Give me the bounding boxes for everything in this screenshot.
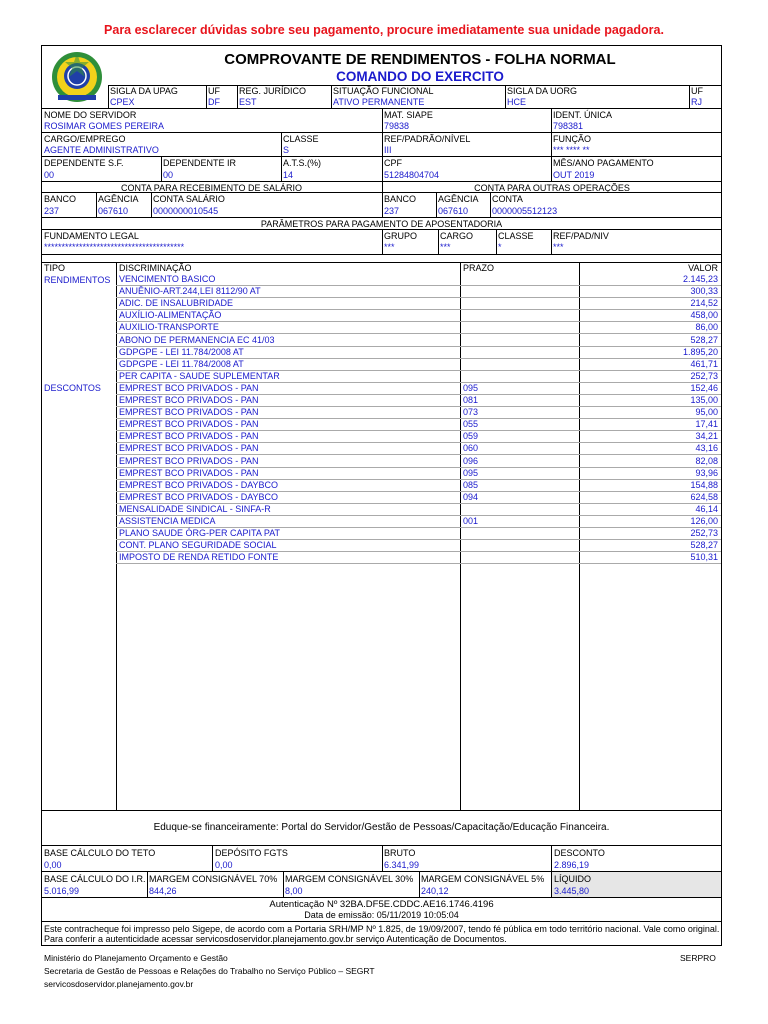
cargo-value: AGENTE ADMINISTRATIVO [44, 145, 159, 155]
row-valor: 528,27 [690, 540, 718, 551]
table-row [116, 504, 721, 515]
nome-value: ROSIMAR GOMES PEREIRA [44, 121, 165, 131]
totals-rule [41, 897, 722, 898]
situacao-value: ATIVO PERMANENTE [333, 97, 425, 107]
table-row [116, 492, 721, 503]
row-prazo: 059 [463, 431, 479, 442]
row-valor: 46,14 [695, 503, 718, 514]
cell-rule [496, 229, 497, 254]
fundamento-label: FUNDAMENTO LEGAL [44, 231, 139, 241]
refpad-value: *** [553, 242, 564, 252]
row-description: ASSISTENCIA MEDICA [119, 516, 216, 526]
table-row [116, 298, 721, 309]
cell-rule [151, 192, 152, 217]
header-rule [41, 217, 722, 218]
table-row [116, 456, 721, 467]
row-prazo: 095 [463, 382, 479, 393]
row-prazo: 055 [463, 419, 479, 430]
row-description: EMPREST BCO PRIVADOS - DAYBCO [119, 491, 279, 502]
sigla-uorg-value: HCE [507, 97, 527, 107]
footer-serpro: SERPRO [680, 953, 716, 963]
emission-date: Data de emissão: 05/11/2019 10:05:04 [304, 910, 459, 920]
conta-salario-value: 0000000010545 [153, 206, 219, 216]
cell-rule [237, 85, 238, 108]
cpf-label: CPF [384, 158, 402, 168]
base-teto-label: BASE CÁLCULO DO TETO [44, 848, 156, 858]
row-valor: 461,71 [690, 358, 718, 369]
desconto-value: 2.896,19 [554, 860, 590, 870]
row-valor: 252,73 [690, 528, 718, 539]
cell-rule [438, 229, 439, 254]
table-row [116, 359, 721, 370]
row-description: EMPREST BCO PRIVADOS - PAN [119, 431, 259, 442]
row-valor: 510,31 [690, 552, 718, 563]
row-description: PLANO SAUDE ÓRG-PER CAPITA PAT [119, 528, 281, 539]
row-valor: 528,27 [690, 334, 718, 345]
conta-outras-heading: CONTA PARA OUTRAS OPERAÇÕES [474, 183, 630, 193]
margem70-label: MARGEM CONSIGNÁVEL 70% [149, 874, 278, 884]
row-valor: 2.145,23 [682, 274, 718, 284]
ident-unica-label: IDENT. ÚNICA [553, 110, 613, 120]
grupo-label: GRUPO [384, 231, 418, 241]
table-row [116, 347, 721, 358]
fgts-label: DEPÓSITO FGTS [215, 848, 288, 858]
cell-rule [331, 85, 332, 108]
row-description: VENCIMENTO BASICO [119, 274, 216, 284]
situacao-label: SITUAÇÃO FUNCIONAL [333, 86, 434, 96]
liquido-label: LÍQUIDO [554, 874, 592, 884]
margem5-value: 240,12 [421, 886, 449, 896]
row-description: AUXÍLIO-ALIMENTAÇÃO [119, 310, 222, 321]
row-prazo: 085 [463, 479, 479, 490]
row-prazo: 001 [463, 516, 479, 526]
ref-value: III [384, 145, 392, 155]
row-valor: 154,88 [690, 479, 718, 490]
row-prazo: 094 [463, 491, 479, 502]
auth-code: Autenticação Nº 32BA.DF5E.CDDC.AE16.1746.4196 [269, 899, 494, 910]
sigla-uorg-label: SIGLA DA UORG [507, 86, 578, 96]
classe-value: S [283, 145, 290, 155]
row-description: EMPREST BCO PRIVADOS - PAN [119, 467, 259, 478]
table-row [116, 552, 721, 563]
bruto-label: BRUTO [384, 848, 416, 858]
conta2-label: CONTA [492, 194, 523, 204]
row-valor: 135,00 [690, 395, 718, 405]
desconto-label: DESCONTO [554, 848, 605, 858]
margem30-label: MARGEM CONSIGNÁVEL 30% [285, 874, 414, 884]
row-valor: 214,52 [690, 298, 718, 309]
table-row [116, 443, 721, 454]
mes-ano-value: OUT 2019 [553, 170, 595, 180]
row-valor: 86,00 [695, 322, 718, 333]
row-description: ADIC. DE INSALUBRIDADE [119, 298, 234, 309]
table-row [116, 419, 721, 430]
cell-rule [551, 108, 552, 132]
cell-rule [551, 132, 552, 156]
agencia-value: 067610 [98, 206, 129, 216]
row-description: MENSALIDADE SINDICAL - SINFA-R [119, 503, 271, 514]
uf2-label: UF [691, 86, 703, 96]
conta-salario-label: CONTA SALÁRIO [153, 194, 225, 204]
row-description: EMPREST BCO PRIVADOS - PAN [119, 382, 259, 393]
totals-col-rule [283, 871, 284, 897]
row-valor: 300,33 [690, 286, 718, 297]
authenticity-note: Este contracheque foi impresso pelo Sigepe, de acordo com a Portaria SRH/MP Nº 1.825, de 19/09/2007, tendo fé pública em todo território nacional. Vale como original. Para conferir a autenticidade acessar servicosdoservidor.planejamento.gov.br serviço Autenticação de Documentos. [44, 924, 720, 944]
mat-siape-label: MAT. SIAPE [384, 110, 433, 120]
row-description: EMPREST BCO PRIVADOS - PAN [119, 455, 259, 466]
table-row [116, 335, 721, 346]
bruto-value: 6.341,99 [384, 860, 420, 870]
row-description: EMPREST BCO PRIVADOS - PAN [119, 395, 259, 405]
ref-label: REF/PADRÃO/NÍVEL [384, 134, 471, 144]
base-ir-label: BASE CÁLCULO DO I.R. [44, 874, 146, 884]
reg-juridico-label: REG. JURÍDICO [239, 86, 307, 96]
uf-value: DF [208, 97, 220, 107]
cell-rule [96, 192, 97, 217]
row-valor: 43,16 [695, 443, 718, 454]
row-description: GDPGPE - LEI 11.784/2008 AT [119, 358, 244, 369]
row-description: ANUÊNIO-ART.244,LEI 8112/90 AT [119, 286, 261, 297]
classe2-value: * [498, 242, 502, 252]
col-valor: VALOR [688, 263, 718, 273]
table-row [116, 431, 721, 442]
grupo-value: *** [384, 242, 395, 252]
sigla-upag-value: CPEX [110, 97, 135, 107]
liquido-value: 3.445,80 [554, 886, 590, 896]
cell-rule [382, 108, 383, 132]
fgts-value: 0,00 [215, 860, 233, 870]
uf2-value: RJ [691, 97, 702, 107]
row-valor: 1.895,20 [682, 346, 718, 357]
row-prazo: 073 [463, 407, 479, 418]
cell-rule [161, 156, 162, 181]
base-ir-value: 5.016,99 [44, 886, 80, 896]
row-valor: 458,00 [690, 310, 718, 321]
row-valor: 126,00 [690, 516, 718, 526]
mat-siape-value: 79838 [384, 121, 410, 131]
totals-col-rule [382, 845, 383, 871]
table-row [116, 286, 721, 297]
classe-label: CLASSE [283, 134, 319, 144]
agencia2-label: AGÊNCIA [438, 194, 479, 204]
banco2-value: 237 [384, 206, 400, 216]
cargo2-value: *** [440, 242, 451, 252]
funcao-value: *** **** ** [553, 145, 590, 155]
row-description: EMPREST BCO PRIVADOS - DAYBCO [119, 479, 279, 490]
row-description: AUXILIO-TRANSPORTE [119, 322, 219, 333]
table-row [116, 468, 721, 479]
parametros-heading: PARÂMETROS PARA PAGAMENTO DE APOSENTADORIA [260, 219, 503, 229]
refpad-label: REF/PAD/NIV [553, 231, 609, 241]
row-description: GDPGPE - LEI 11.784/2008 AT [119, 346, 244, 357]
margem30-value: 8,00 [285, 886, 303, 896]
cell-rule [505, 85, 506, 108]
footer-ministry: Ministério do Planejamento Orçamento e Gestão [44, 953, 228, 963]
table-row [116, 383, 721, 394]
group-rendimentos: RENDIMENTOS [44, 275, 111, 285]
table-row [116, 371, 721, 382]
table-row [116, 310, 721, 321]
row-description: ABONO DE PERMANENCIA EC 41/03 [119, 334, 275, 345]
ats-value: 14 [283, 170, 294, 180]
banco-value: 237 [44, 206, 60, 216]
table-row [116, 516, 721, 527]
footer-secretaria: Secretaria de Gestão de Pessoas e Relações do Trabalho no Serviço Público – SEGRT [44, 966, 375, 976]
group-descontos: DESCONTOS [44, 383, 101, 393]
table-row [116, 407, 721, 418]
cell-rule [382, 132, 383, 156]
row-description: EMPREST BCO PRIVADOS - PAN [119, 419, 259, 430]
document-subtitle: COMANDO DO EXERCITO [336, 69, 504, 84]
agencia2-value: 067610 [438, 206, 469, 216]
cell-rule [382, 156, 383, 181]
mes-ano-label: MÊS/ANO PAGAMENTO [553, 158, 654, 168]
cargo2-label: CARGO [440, 231, 474, 241]
cargo-label: CARGO/EMPREGO [44, 134, 126, 144]
agencia-label: AGÊNCIA [98, 194, 139, 204]
totals-col-rule [147, 871, 148, 897]
note-rule [41, 921, 722, 922]
education-note: Eduque-se financeiramente: Portal do Servidor/Gestão de Pessoas/Capacitação/Educação Financeira. [153, 822, 610, 833]
totals-col-rule [212, 845, 213, 871]
row-valor: 95,00 [695, 407, 718, 418]
margem5-label: MARGEM CONSIGNÁVEL 5% [421, 874, 545, 884]
dep-sf-value: 00 [44, 170, 55, 180]
row-prazo: 081 [463, 395, 479, 405]
row-prazo: 096 [463, 455, 479, 466]
table-row [116, 528, 721, 539]
document-title: COMPROVANTE DE RENDIMENTOS - FOLHA NORMAL [224, 51, 616, 68]
cell-rule [281, 156, 282, 181]
row-description: EMPREST BCO PRIVADOS - PAN [119, 407, 259, 418]
row-rule [116, 563, 721, 564]
row-valor: 252,73 [690, 370, 718, 381]
classe2-label: CLASSE [498, 231, 534, 241]
col-discriminacao: DISCRIMINAÇÃO [119, 263, 192, 273]
conta-salario-heading: CONTA PARA RECEBIMENTO DE SALÁRIO [120, 183, 303, 193]
col-tipo: TIPO [44, 263, 66, 273]
ident-unica-value: 798381 [553, 121, 584, 131]
row-valor: 34,21 [695, 431, 718, 442]
row-valor: 17,41 [695, 419, 718, 430]
cell-rule [551, 229, 552, 254]
row-valor: 152,46 [690, 382, 718, 393]
cell-rule [490, 192, 491, 217]
row-valor: 82,08 [695, 455, 718, 466]
cpf-value: 51284804704 [384, 170, 440, 180]
conta2-value: 0000005512123 [492, 206, 558, 216]
footer-url: servicosdoservidor.planejamento.gov.br [44, 979, 194, 989]
table-row [116, 540, 721, 551]
ats-label: A.T.S.(%) [283, 158, 322, 168]
row-description: CONT. PLANO SEGURIDADE SOCIAL [119, 540, 277, 551]
dep-ir-label: DEPENDENTE IR [163, 158, 237, 168]
table-row [116, 274, 721, 285]
cell-rule [689, 85, 690, 108]
row-description: PER CAPITA - SAUDE SUPLEMENTAR [119, 370, 280, 381]
reg-juridico-value: EST [239, 97, 257, 107]
cell-rule [108, 85, 109, 108]
cell-rule [281, 132, 282, 156]
row-valor: 93,96 [695, 467, 718, 478]
row-prazo: 060 [463, 443, 479, 454]
totals-col-rule [419, 871, 420, 897]
row-description: IMPOSTO DE RENDA RETIDO FONTE [119, 552, 279, 563]
nome-label: NOME DO SERVIDOR [44, 110, 137, 120]
sigla-upag-label: SIGLA DA UPAG [110, 86, 178, 96]
row-prazo: 095 [463, 467, 479, 478]
margem70-value: 844,26 [149, 886, 177, 896]
fundamento-value: **************************************** [44, 242, 185, 252]
header-rule [41, 254, 722, 255]
uf-label: UF [208, 86, 220, 96]
table-row [116, 395, 721, 406]
dep-ir-value: 00 [163, 170, 174, 180]
table-bottom-rule [41, 810, 722, 811]
row-description: EMPREST BCO PRIVADOS - PAN [119, 443, 259, 454]
cell-rule [436, 192, 437, 217]
base-teto-value: 0,00 [44, 860, 62, 870]
row-valor: 624,58 [690, 491, 718, 502]
warning-text: Para esclarecer dúvidas sobre seu pagamento, procure imediatamente sua unidade pagadora. [104, 23, 664, 37]
banco-label: BANCO [44, 194, 77, 204]
cell-rule [551, 156, 552, 181]
banco2-label: BANCO [384, 194, 417, 204]
table-row [116, 322, 721, 333]
brasao-emblem-icon [46, 49, 108, 105]
col-prazo: PRAZO [463, 263, 495, 273]
dep-sf-label: DEPENDENTE S.F. [44, 158, 124, 168]
table-row [116, 480, 721, 491]
funcao-label: FUNÇÃO [553, 134, 591, 144]
cell-rule [206, 85, 207, 108]
cell-rule [382, 229, 383, 254]
